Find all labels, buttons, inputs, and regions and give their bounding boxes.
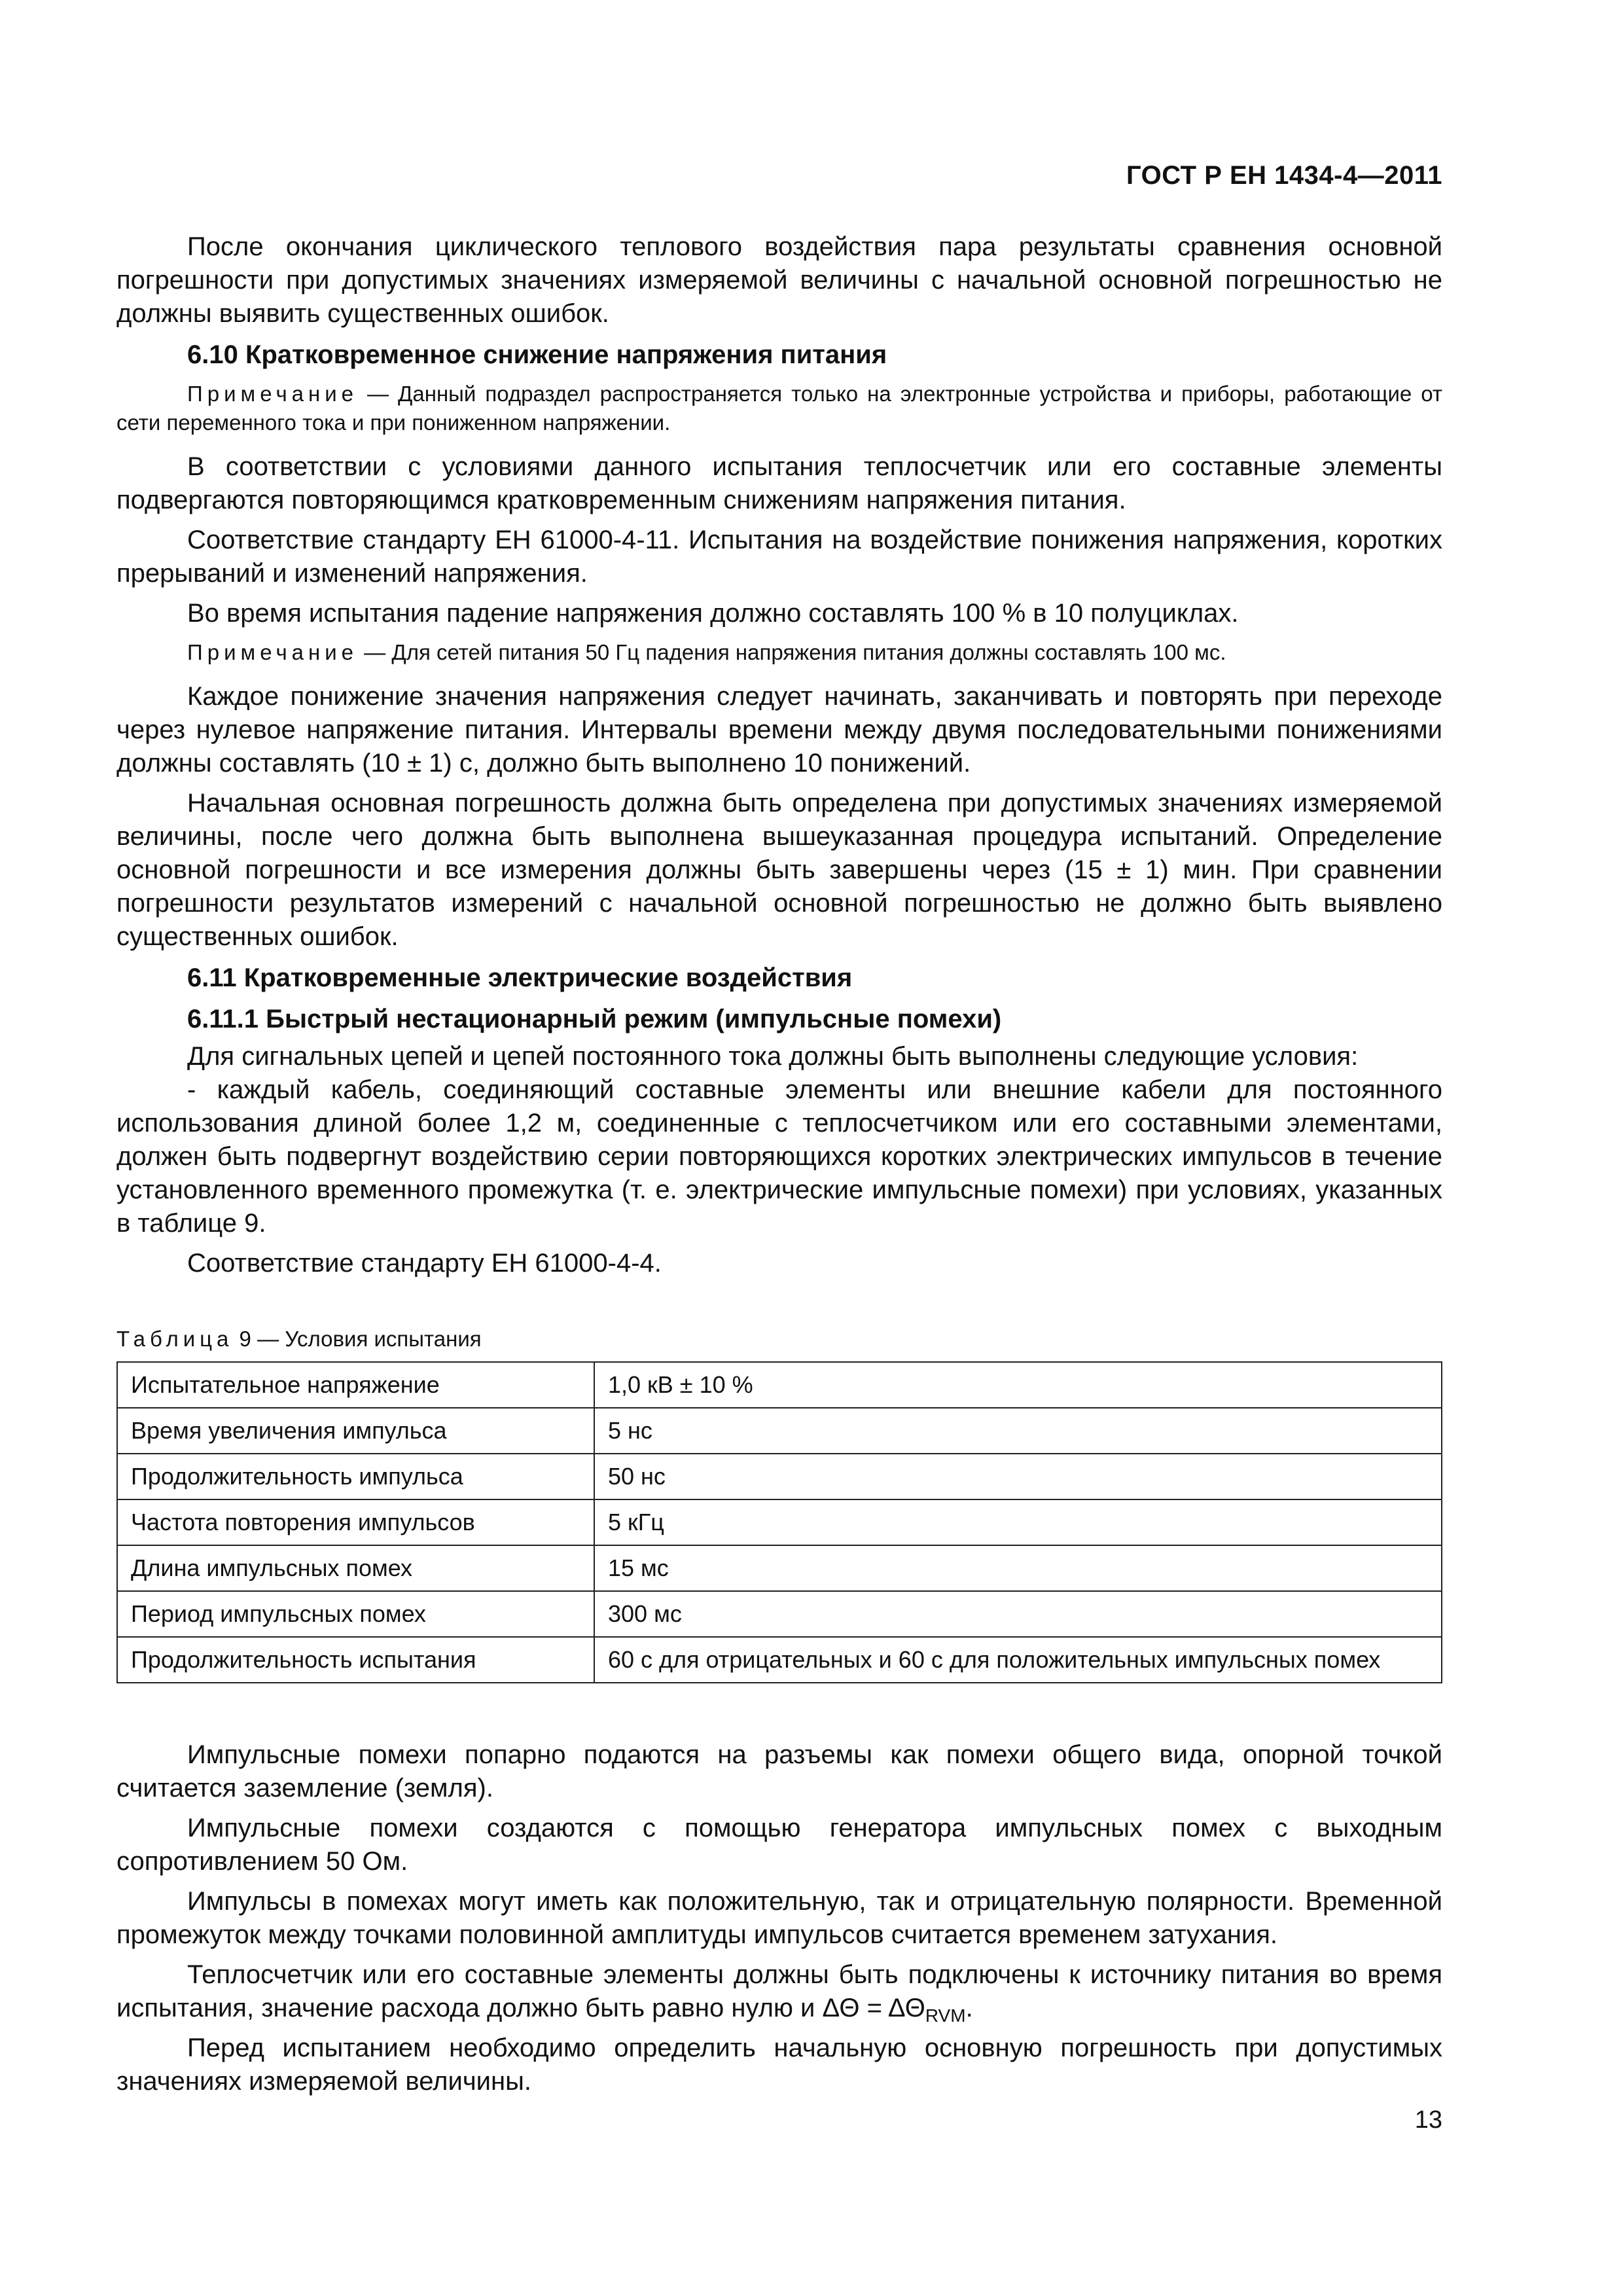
section-heading-6-10: 6.10 Кратковременное снижение напряжения питания [187,340,887,369]
paragraph-end: . [965,1994,973,2022]
table-cell-value: 1,0 кВ ± 10 % [594,1362,1442,1408]
subscript-rvm: RVM [925,2005,966,2026]
table-caption [116,1326,1442,1352]
paragraph: Импульсы в помехах могут иметь как положительную, так и отрицательную полярности. Временной промежуток между точками половинной амплитуды импульсов считается временем затухания. [116,1887,1442,1949]
paragraph: В соответствии с условиями данного испытания теплосчетчик или его составные элементы подвергаются повторяющимся кратковременным снижениям напряжения питания. [116,452,1442,514]
document-page [116,0,1442,2296]
note-text: — Данный подраздел распространяется только на электронные устройства и приборы, работающие от сети переменного тока и при пониженном напряжении. [116,382,1442,435]
paragraph: После окончания циклического теплового воздействия пара результаты сравнения основной погрешности при допустимых значениях измеряемой величины с начальной основной погрешностью не должны выявить существенных ошибок. [116,232,1442,328]
paragraph: Во время испытания падение напряжения должно составлять 100 % в 10 полуциклах. [187,599,1239,628]
table-row [117,1454,1442,1499]
table-cell-param: Продолжительность импульса [117,1454,594,1499]
table-cell-param: Период импульсных помех [117,1591,594,1637]
table-row [117,1362,1442,1408]
note [116,380,1442,437]
table-cell-param: Частота повторения импульсов [117,1499,594,1545]
section-heading-6-11: 6.11 Кратковременные электрические воздействия [187,963,853,992]
table-cell-param: Продолжительность испытания [117,1637,594,1683]
table-caption-text: 9 — Условия испытания [233,1327,482,1351]
table-row [117,1591,1442,1637]
table-cell-param: Испытательное напряжение [117,1362,594,1408]
table-cell-value: 5 кГц [594,1499,1442,1545]
table-row [117,1408,1442,1454]
table-cell-value: 5 нс [594,1408,1442,1454]
table-cell-value: 300 мс [594,1591,1442,1637]
table-cell-param: Длина импульсных помех [117,1545,594,1591]
paragraph: Перед испытанием необходимо определить начальную основную погрешность при допустимых значениях измеряемой величины. [116,2034,1442,2096]
note [116,638,1442,667]
table-cell-value: 60 с для отрицательных и 60 с для положительных импульсных помех [594,1637,1442,1683]
table-row [117,1499,1442,1545]
paragraph: Каждое понижение значения напряжения следует начинать, заканчивать и повторять при переходе через нулевое напряжение питания. Интервалы времени между двумя последовательными понижениями должны составлять (10 ± 1) с, должно быть выполнено 10 понижений. [116,682,1442,778]
paragraph-text: Теплосчетчик или его составные элементы должны быть подключены к источнику питания во время испытания, значение расхода должно быть равно нулю и ΔΘ = ΔΘ [116,1960,1442,2022]
paragraph: - каждый кабель, соединяющий составные элементы или внешние кабели для постоянного использования длиной более 1,2 м, соединенные с теплосчетчиком или его составными элементами, должен быть подвергнут воздействию серии повторяющихся коротких электрических импульсов в течение установленного временного промежутка (т. е. электрические импульсные помехи) при условиях, указанных в таблице 9. [116,1075,1442,1238]
table-row [117,1637,1442,1683]
paragraph: Импульсные помехи попарно подаются на разъемы как помехи общего вида, опорной точкой считается заземление (земля). [116,1740,1442,1803]
paragraph: Соответствие стандарту ЕН 61000-4-4. [187,1249,662,1278]
table-row [117,1545,1442,1591]
table-cell-value: 15 мс [594,1545,1442,1591]
test-conditions-table [116,1361,1442,1683]
table-caption-label: Таблица [116,1327,234,1351]
standard-header: ГОСТ Р ЕН 1434-4—2011 [1126,161,1442,190]
table-cell-value: 50 нс [594,1454,1442,1499]
note-text: — Для сетей питания 50 Гц падения напряжения питания должны составлять 100 мс. [358,640,1226,664]
paragraph [116,1958,1442,2025]
table-cell-param: Время увеличения импульса [117,1408,594,1454]
document-body [116,230,1442,2098]
note-label: Примечание [187,640,359,664]
page-number: 13 [1414,2106,1442,2134]
note-label: Примечание [187,382,359,406]
paragraph: Начальная основная погрешность должна быть определена при допустимых значениях измеряемой величины, после чего должна быть выполнена вышеуказанная процедура испытаний. Определение основной погрешности и все измерения должны быть завершены через (15 ± 1) мин. При сравнении погрешности результатов измерений с начальной основной погрешностью не должно быть выявлено существенных ошибок. [116,789,1442,951]
section-heading-6-11-1: 6.11.1 Быстрый нестационарный режим (импульсные помехи) [187,1005,1002,1033]
paragraph: Соответствие стандарту ЕН 61000-4-11. Испытания на воздействие понижения напряжения, коротких прерываний и изменений напряжения. [116,526,1442,588]
paragraph: Для сигнальных цепей и цепей постоянного тока должны быть выполнены следующие условия: [187,1042,1359,1071]
paragraph: Импульсные помехи создаются с помощью генератора импульсных помех с выходным сопротивлением 50 Ом. [116,1814,1442,1876]
